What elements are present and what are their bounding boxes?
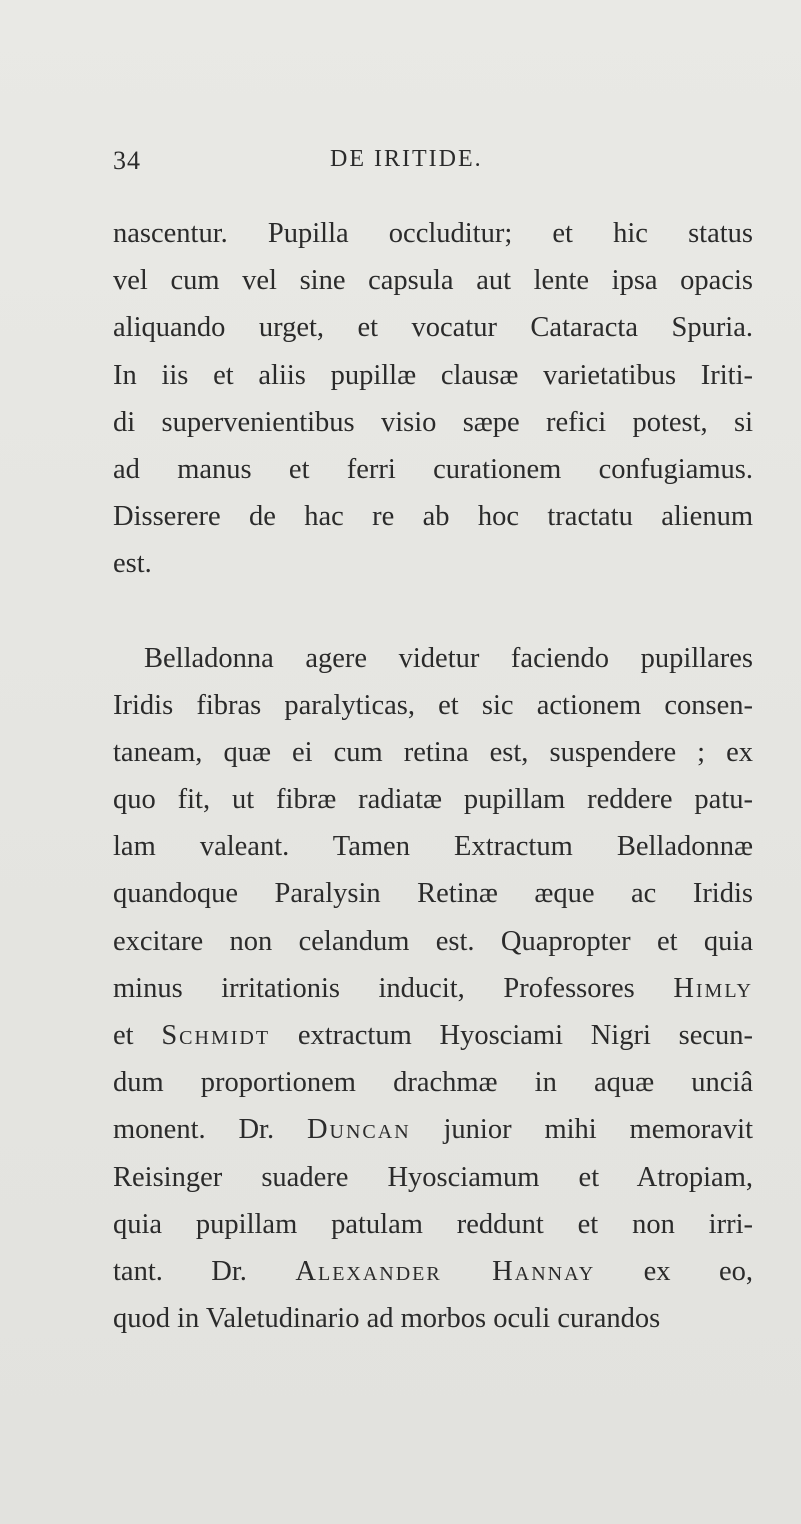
text-line: lam valeant. Tamen Extractum Belladonnæ [113, 831, 753, 863]
text-line: Disserere de hac re ab hoc tractatu alienum [113, 501, 753, 533]
text-line: In iis et aliis pupillæ clausæ varietatibus Iriti- [113, 359, 753, 391]
text-segment: tant. Dr. [113, 1255, 247, 1287]
text-line: est. [113, 548, 152, 580]
text-line: aliquando urget, et vocatur Cataracta Spuria. [113, 312, 753, 344]
text-segment: et [113, 1020, 134, 1051]
text-line [113, 1106, 753, 1153]
text-line: quia pupillam patulam reddunt et non irri- [113, 1208, 753, 1240]
author-name-schmidt: Schmidt [161, 1020, 271, 1051]
paragraph-2 [113, 635, 753, 1343]
text-line: Reisinger suadere Hyosciamum et Atropiam, [113, 1161, 753, 1193]
author-name-himly: Himly [673, 972, 753, 1004]
text-line: ad manus et ferri curationem confugiamus. [113, 453, 753, 485]
text-line: excitare non celandum est. Quapropter et quia [113, 925, 753, 957]
text-segment: monent. Dr. [113, 1114, 275, 1146]
text-line: dum proportionem drachmæ in aquæ unciâ [113, 1067, 753, 1099]
text-line: Belladonna agere videtur faciendo pupillares [144, 642, 753, 674]
paragraph-1 [113, 210, 753, 588]
text-line: quo fit, ut fibræ radiatæ pupillam reddere patu- [113, 784, 753, 816]
text-line [113, 1248, 753, 1295]
page-number: 34 [113, 146, 141, 175]
text-segment: ex eo, [643, 1255, 753, 1287]
text-segment: minus irritationis inducit, Professores [113, 972, 635, 1004]
text-line: di supervenientibus visio sæpe refici potest, si [113, 406, 753, 438]
text-line [113, 965, 753, 1012]
paragraph-gap [113, 588, 753, 635]
text-segment: extractum Hyosciami Nigri secun- [297, 1020, 754, 1051]
text-line [113, 1012, 753, 1059]
author-name-hannay: Alexander Hannay [295, 1255, 596, 1287]
running-title: DE IRITIDE. [330, 146, 483, 172]
text-line: nascentur. Pupilla occluditur; et hic status [113, 218, 753, 249]
body-text [113, 210, 753, 1342]
text-line: quandoque Paralysin Retinæ æque ac Iridis [113, 878, 753, 910]
text-line: Iridis fibras paralyticas, et sic actionem consen- [113, 689, 753, 721]
page-header [0, 146, 801, 186]
author-name-duncan: Duncan [306, 1114, 411, 1146]
text-line: vel cum vel sine capsula aut lente ipsa opacis [113, 265, 753, 297]
text-line: quod in Valetudinario ad morbos oculi curandos [113, 1303, 661, 1335]
text-line: taneam, quæ ei cum retina est, suspendere ; ex [113, 736, 753, 768]
text-segment: junior mihi memoravit [443, 1114, 754, 1146]
